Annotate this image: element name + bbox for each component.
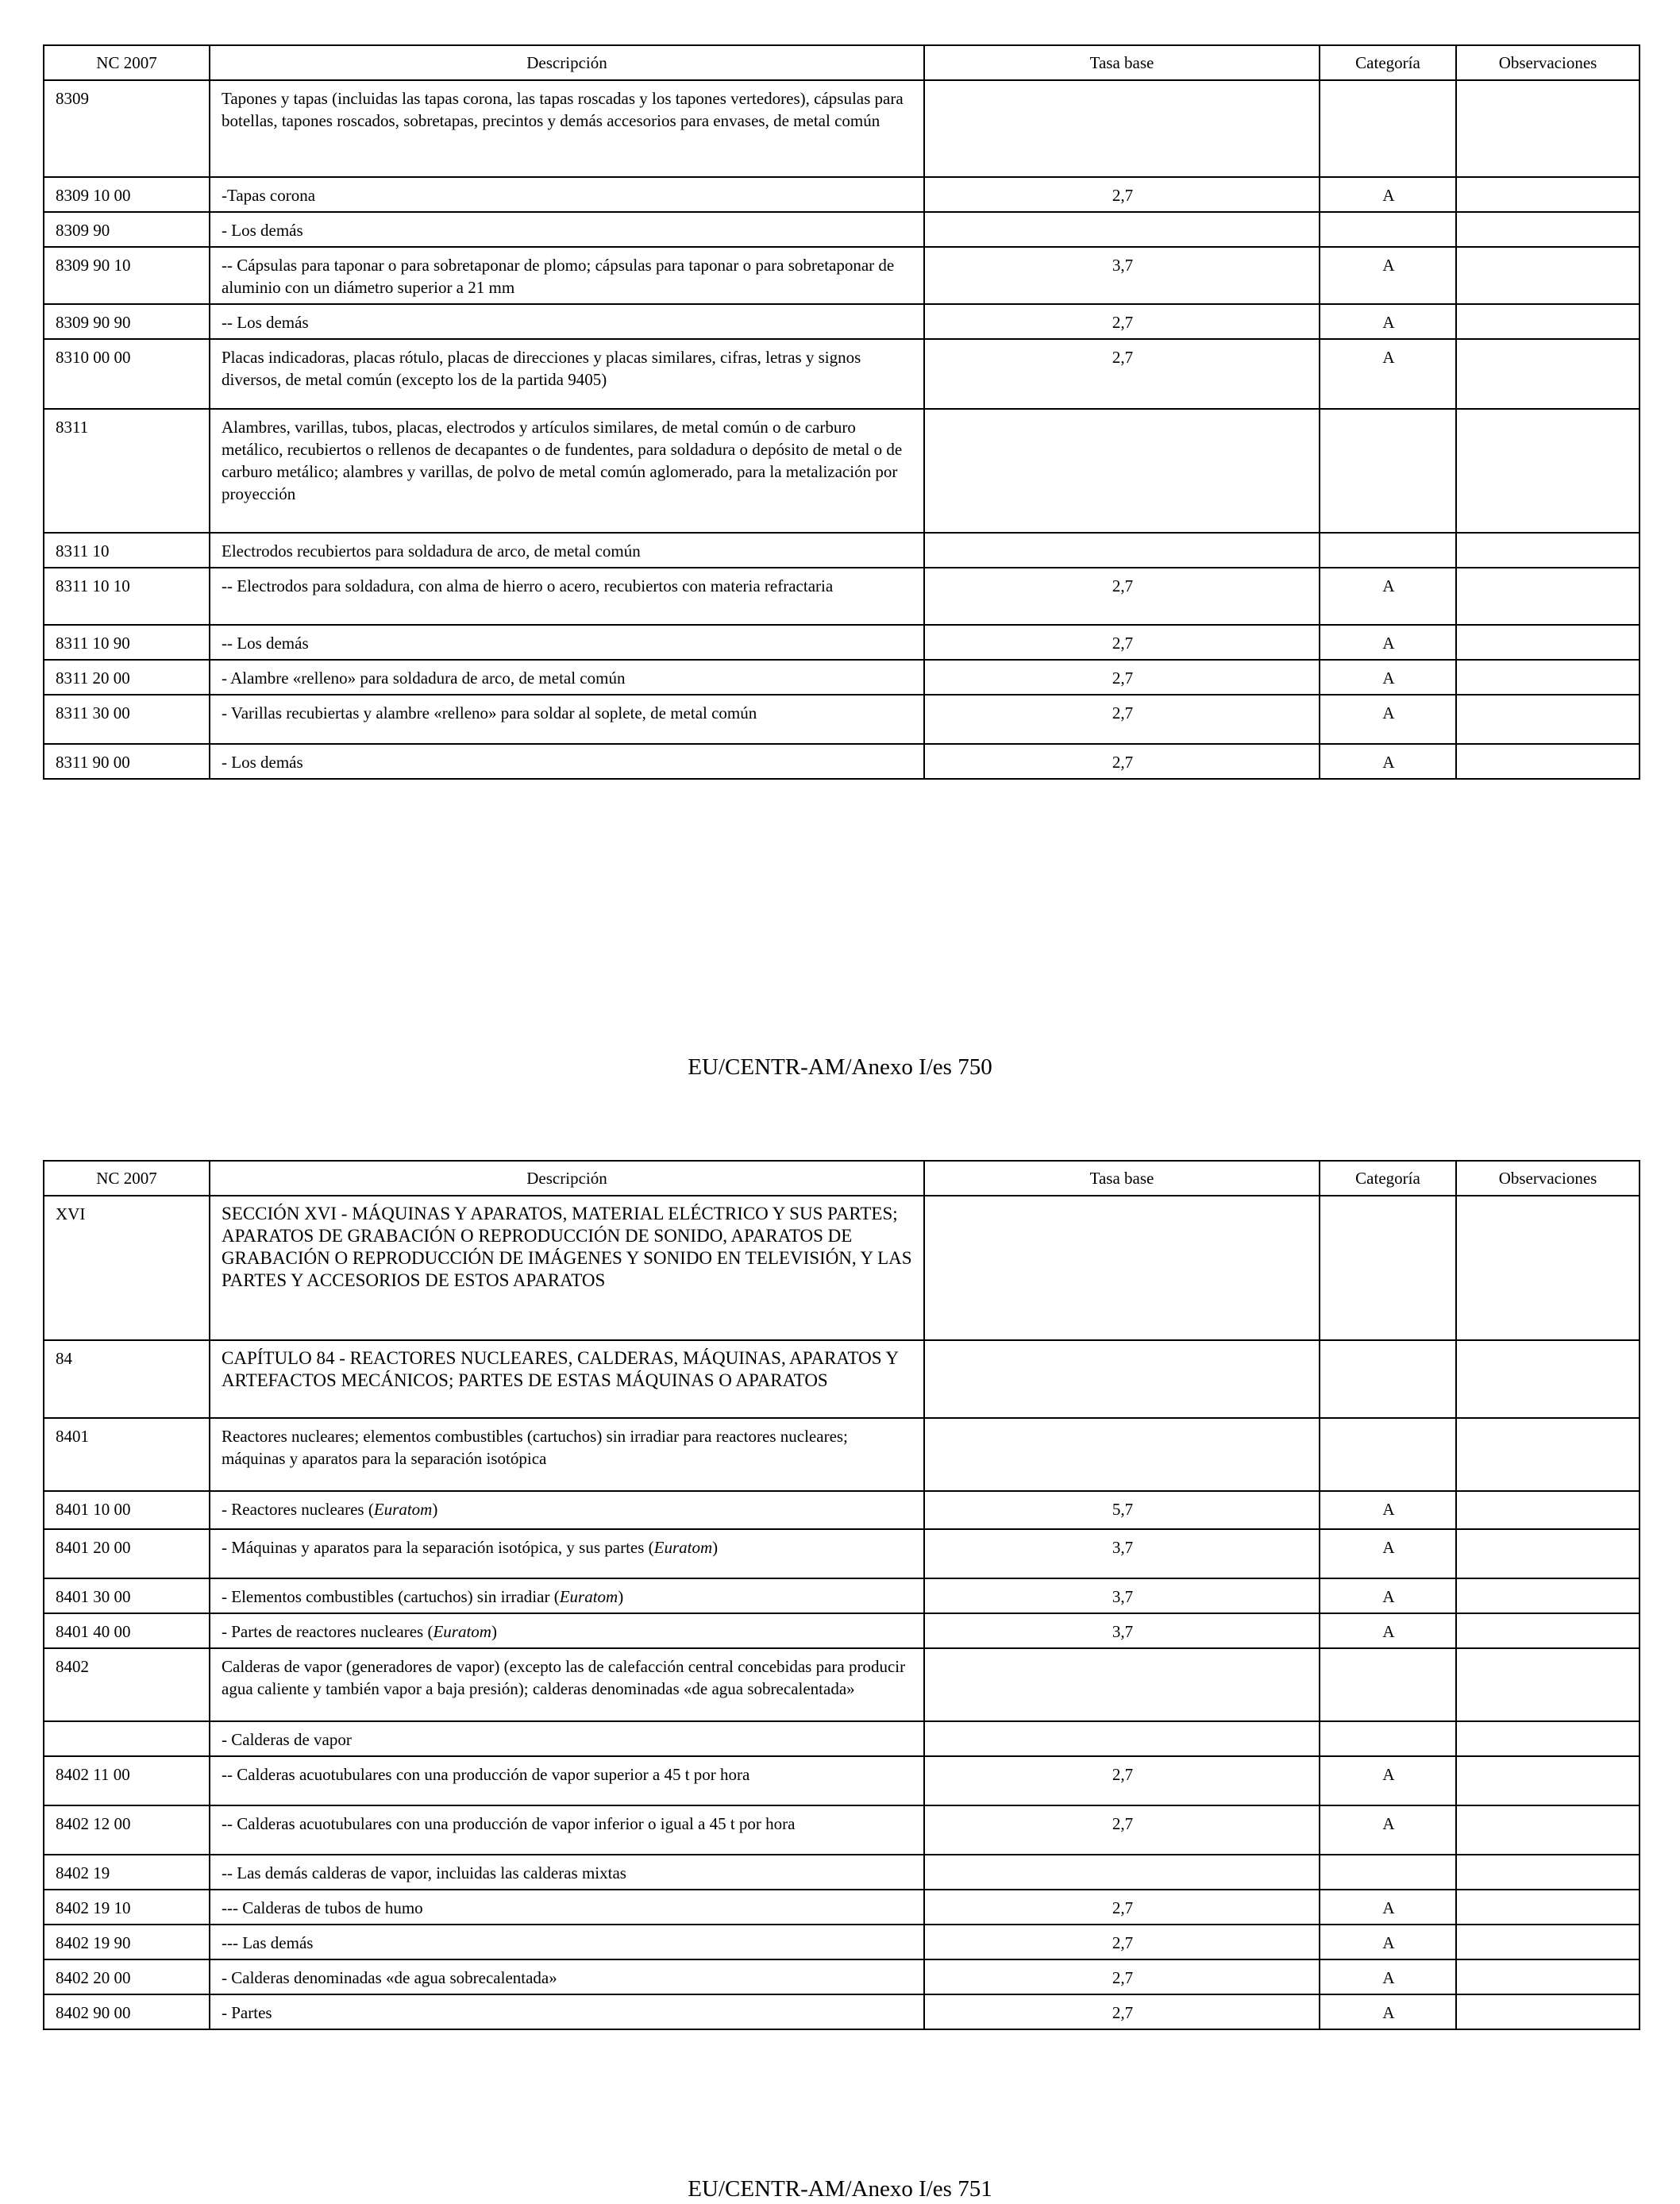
category: A xyxy=(1320,247,1456,304)
description xyxy=(210,1529,924,1578)
table-row xyxy=(44,1890,1640,1925)
table-row xyxy=(44,1805,1640,1855)
description: - Los demás xyxy=(210,744,924,779)
description: Calderas de vapor (generadores de vapor) (excepto las de calefacción central concebidas para producir agua caliente y también vapor a baja presión); calderas denominadas «de agua sobrecalentada» xyxy=(210,1648,924,1721)
nc-code: 8309 xyxy=(44,80,210,177)
nc-code: 8402 11 00 xyxy=(44,1756,210,1805)
base-rate xyxy=(924,1721,1320,1756)
table-row xyxy=(44,1529,1640,1578)
table-row xyxy=(44,1994,1640,2029)
description: - Calderas de vapor xyxy=(210,1721,924,1756)
observations xyxy=(1456,1196,1640,1340)
description: -- Las demás calderas de vapor, incluidas las calderas mixtas xyxy=(210,1855,924,1890)
description: --- Las demás xyxy=(210,1925,924,1959)
base-rate: 2,7 xyxy=(924,660,1320,695)
base-rate: 2,7 xyxy=(924,304,1320,339)
nc-code: 8309 90 90 xyxy=(44,304,210,339)
description: CAPÍTULO 84 - REACTORES NUCLEARES, CALDERAS, MÁQUINAS, APARATOS Y ARTEFACTOS MECÁNICOS; PARTES DE ESTAS MÁQUINAS O APARATOS xyxy=(210,1340,924,1418)
observations xyxy=(1456,1340,1640,1418)
table-row xyxy=(44,695,1640,744)
description: - Varillas recubiertas y alambre «relleno» para soldar al soplete, de metal común xyxy=(210,695,924,744)
observations xyxy=(1456,1805,1640,1855)
table-row xyxy=(44,212,1640,247)
category: A xyxy=(1320,1529,1456,1578)
nc-code: 8311 10 10 xyxy=(44,568,210,625)
table-row xyxy=(44,409,1640,533)
table-row xyxy=(44,1855,1640,1890)
category xyxy=(1320,212,1456,247)
category: A xyxy=(1320,304,1456,339)
table-row xyxy=(44,1613,1640,1648)
base-rate: 3,7 xyxy=(924,1613,1320,1648)
base-rate: 2,7 xyxy=(924,1959,1320,1994)
description: - Calderas denominadas «de agua sobrecalentada» xyxy=(210,1959,924,1994)
table-row xyxy=(44,1491,1640,1529)
base-rate xyxy=(924,80,1320,177)
category: A xyxy=(1320,1805,1456,1855)
observations xyxy=(1456,695,1640,744)
category: A xyxy=(1320,568,1456,625)
header-base-rate: Tasa base xyxy=(924,1161,1320,1196)
base-rate: 2,7 xyxy=(924,1994,1320,2029)
category: A xyxy=(1320,1925,1456,1959)
description: -- Calderas acuotubulares con una producción de vapor superior a 45 t por hora xyxy=(210,1756,924,1805)
base-rate xyxy=(924,409,1320,533)
category xyxy=(1320,80,1456,177)
description: -Tapas corona xyxy=(210,177,924,212)
nc-code: 8401 xyxy=(44,1418,210,1491)
base-rate: 2,7 xyxy=(924,625,1320,660)
observations xyxy=(1456,80,1640,177)
description: -- Calderas acuotubulares con una producción de vapor inferior o igual a 45 t por hora xyxy=(210,1805,924,1855)
nc-code: 8402 19 10 xyxy=(44,1890,210,1925)
table-row xyxy=(44,1959,1640,1994)
header-description: Descripción xyxy=(210,1161,924,1196)
nc-code: 8309 90 xyxy=(44,212,210,247)
category: A xyxy=(1320,1578,1456,1613)
nc-code: 8401 20 00 xyxy=(44,1529,210,1578)
description: Tapones y tapas (incluidas las tapas corona, las tapas roscadas y los tapones vertedores), cápsulas para botellas, tapones roscados, sobretapas, precintos y demás accesorios para envases, de metal común xyxy=(210,80,924,177)
observations xyxy=(1456,1890,1640,1925)
page-footer: EU/CENTR-AM/Anexo I/es 751 xyxy=(688,2176,992,2202)
euratom-label: Euratom xyxy=(559,1587,618,1606)
category xyxy=(1320,1648,1456,1721)
description: Electrodos recubiertos para soldadura de arco, de metal común xyxy=(210,533,924,568)
table-row xyxy=(44,177,1640,212)
base-rate: 2,7 xyxy=(924,744,1320,779)
category xyxy=(1320,409,1456,533)
table-row xyxy=(44,1340,1640,1418)
nc-code: 8310 00 00 xyxy=(44,339,210,409)
observations xyxy=(1456,1529,1640,1578)
table-row xyxy=(44,339,1640,409)
base-rate: 2,7 xyxy=(924,177,1320,212)
nc-code: 8401 30 00 xyxy=(44,1578,210,1613)
table-row xyxy=(44,533,1640,568)
base-rate xyxy=(924,533,1320,568)
observations xyxy=(1456,1721,1640,1756)
euratom-label: Euratom xyxy=(433,1622,491,1641)
table-row xyxy=(44,1925,1640,1959)
base-rate: 2,7 xyxy=(924,1925,1320,1959)
observations xyxy=(1456,1491,1640,1529)
base-rate xyxy=(924,1418,1320,1491)
description: Placas indicadoras, placas rótulo, placas de direcciones y placas similares, cifras, letras y signos diversos, de metal común (excepto los de la partida 9405) xyxy=(210,339,924,409)
base-rate xyxy=(924,1648,1320,1721)
observations xyxy=(1456,568,1640,625)
tariff-table-page-750 xyxy=(43,44,1640,780)
observations xyxy=(1456,1578,1640,1613)
nc-code: 8402 90 00 xyxy=(44,1994,210,2029)
observations xyxy=(1456,625,1640,660)
category: A xyxy=(1320,1491,1456,1529)
category: A xyxy=(1320,744,1456,779)
nc-code: 8309 10 00 xyxy=(44,177,210,212)
description: -- Electrodos para soldadura, con alma de hierro o acero, recubiertos con materia refractaria xyxy=(210,568,924,625)
observations xyxy=(1456,177,1640,212)
table-row xyxy=(44,568,1640,625)
category: A xyxy=(1320,625,1456,660)
table-row xyxy=(44,1648,1640,1721)
base-rate xyxy=(924,1340,1320,1418)
category xyxy=(1320,1418,1456,1491)
nc-code: 8402 19 90 xyxy=(44,1925,210,1959)
description: SECCIÓN XVI - MÁQUINAS Y APARATOS, MATERIAL ELÉCTRICO Y SUS PARTES; APARATOS DE GRABACIÓN O REPRODUCCIÓN DE SONIDO, APARATOS DE GRABACIÓN O REPRODUCCIÓN DE IMÁGENES Y SONIDO EN TELEVISIÓN, Y LAS PARTES Y ACCESORIOS DE ESTOS APARATOS xyxy=(210,1196,924,1340)
nc-code: 8401 10 00 xyxy=(44,1491,210,1529)
header-description: Descripción xyxy=(210,45,924,80)
base-rate: 3,7 xyxy=(924,1578,1320,1613)
nc-code: XVI xyxy=(44,1196,210,1340)
base-rate xyxy=(924,212,1320,247)
category: A xyxy=(1320,660,1456,695)
category xyxy=(1320,533,1456,568)
category: A xyxy=(1320,1756,1456,1805)
observations xyxy=(1456,533,1640,568)
table-row xyxy=(44,1418,1640,1491)
base-rate: 5,7 xyxy=(924,1491,1320,1529)
table-row xyxy=(44,625,1640,660)
description: - Los demás xyxy=(210,212,924,247)
observations xyxy=(1456,409,1640,533)
description: -- Los demás xyxy=(210,304,924,339)
description-text: - Máquinas y aparatos para la separación isotópica, y sus partes ( xyxy=(222,1538,654,1557)
table-row xyxy=(44,744,1640,779)
description: Alambres, varillas, tubos, placas, electrodos y artículos similares, de metal común o de carburo metálico, recubiertos o rellenos de decapantes o de fundentes, para soldadura o depósito de metal o de carburo metálico; alambres y varillas, de polvo de metal común aglomerado, para la metalización por proyección xyxy=(210,409,924,533)
observations xyxy=(1456,744,1640,779)
header-category: Categoría xyxy=(1320,45,1456,80)
page-footer: EU/CENTR-AM/Anexo I/es 750 xyxy=(688,1054,992,1080)
observations xyxy=(1456,212,1640,247)
description: - Partes xyxy=(210,1994,924,2029)
nc-code: 8401 40 00 xyxy=(44,1613,210,1648)
header-category: Categoría xyxy=(1320,1161,1456,1196)
category: A xyxy=(1320,1613,1456,1648)
category: A xyxy=(1320,1890,1456,1925)
category: A xyxy=(1320,339,1456,409)
table-header-row xyxy=(44,45,1640,80)
description-end: ) xyxy=(618,1587,624,1606)
category: A xyxy=(1320,177,1456,212)
base-rate: 2,7 xyxy=(924,1890,1320,1925)
observations xyxy=(1456,1613,1640,1648)
observations xyxy=(1456,1994,1640,2029)
nc-code xyxy=(44,1721,210,1756)
description: -- Los demás xyxy=(210,625,924,660)
observations xyxy=(1456,1756,1640,1805)
description: Reactores nucleares; elementos combustibles (cartuchos) sin irradiar para reactores nucleares; máquinas y aparatos para la separación isotópica xyxy=(210,1418,924,1491)
base-rate: 3,7 xyxy=(924,247,1320,304)
nc-code: 8402 xyxy=(44,1648,210,1721)
euratom-label: Euratom xyxy=(373,1500,433,1519)
description xyxy=(210,1491,924,1529)
observations xyxy=(1456,660,1640,695)
table-header-row xyxy=(44,1161,1640,1196)
table-row xyxy=(44,247,1640,304)
category xyxy=(1320,1721,1456,1756)
observations xyxy=(1456,1925,1640,1959)
table-row xyxy=(44,1721,1640,1756)
description-end: ) xyxy=(432,1500,438,1519)
nc-code: 8311 10 xyxy=(44,533,210,568)
header-nc: NC 2007 xyxy=(44,45,210,80)
nc-code: 8311 90 00 xyxy=(44,744,210,779)
base-rate: 2,7 xyxy=(924,1756,1320,1805)
nc-code: 84 xyxy=(44,1340,210,1418)
description-end: ) xyxy=(491,1622,497,1641)
category xyxy=(1320,1340,1456,1418)
nc-code: 8402 12 00 xyxy=(44,1805,210,1855)
description-text: - Elementos combustibles (cartuchos) sin irradiar ( xyxy=(222,1587,560,1606)
table-row xyxy=(44,1196,1640,1340)
description xyxy=(210,1613,924,1648)
description-text: - Partes de reactores nucleares ( xyxy=(222,1622,433,1641)
description-end: ) xyxy=(712,1538,719,1557)
base-rate: 3,7 xyxy=(924,1529,1320,1578)
description: - Alambre «relleno» para soldadura de arco, de metal común xyxy=(210,660,924,695)
nc-code: 8311 20 00 xyxy=(44,660,210,695)
header-observations: Observaciones xyxy=(1456,1161,1640,1196)
tariff-table-page-751 xyxy=(43,1160,1640,2030)
observations xyxy=(1456,1959,1640,1994)
table-row xyxy=(44,304,1640,339)
nc-code: 8311 xyxy=(44,409,210,533)
observations xyxy=(1456,1855,1640,1890)
observations xyxy=(1456,1648,1640,1721)
description xyxy=(210,1578,924,1613)
nc-code: 8309 90 10 xyxy=(44,247,210,304)
observations xyxy=(1456,1418,1640,1491)
description: -- Cápsulas para taponar o para sobretaponar de plomo; cápsulas para taponar o para sobretaponar de aluminio con un diámetro superior a 21 mm xyxy=(210,247,924,304)
description-text: - Reactores nucleares ( xyxy=(222,1500,374,1519)
table-row xyxy=(44,80,1640,177)
nc-code: 8402 19 xyxy=(44,1855,210,1890)
category xyxy=(1320,1855,1456,1890)
base-rate: 2,7 xyxy=(924,1805,1320,1855)
category: A xyxy=(1320,695,1456,744)
base-rate xyxy=(924,1196,1320,1340)
nc-code: 8402 20 00 xyxy=(44,1959,210,1994)
observations xyxy=(1456,304,1640,339)
header-nc: NC 2007 xyxy=(44,1161,210,1196)
nc-code: 8311 30 00 xyxy=(44,695,210,744)
header-observations: Observaciones xyxy=(1456,45,1640,80)
table-row xyxy=(44,1578,1640,1613)
base-rate: 2,7 xyxy=(924,695,1320,744)
category: A xyxy=(1320,1994,1456,2029)
description: --- Calderas de tubos de humo xyxy=(210,1890,924,1925)
header-base-rate: Tasa base xyxy=(924,45,1320,80)
base-rate: 2,7 xyxy=(924,568,1320,625)
table-row xyxy=(44,1756,1640,1805)
category xyxy=(1320,1196,1456,1340)
table-row xyxy=(44,660,1640,695)
nc-code: 8311 10 90 xyxy=(44,625,210,660)
observations xyxy=(1456,247,1640,304)
base-rate xyxy=(924,1855,1320,1890)
euratom-label: Euratom xyxy=(653,1538,713,1557)
observations xyxy=(1456,339,1640,409)
base-rate: 2,7 xyxy=(924,339,1320,409)
category: A xyxy=(1320,1959,1456,1994)
